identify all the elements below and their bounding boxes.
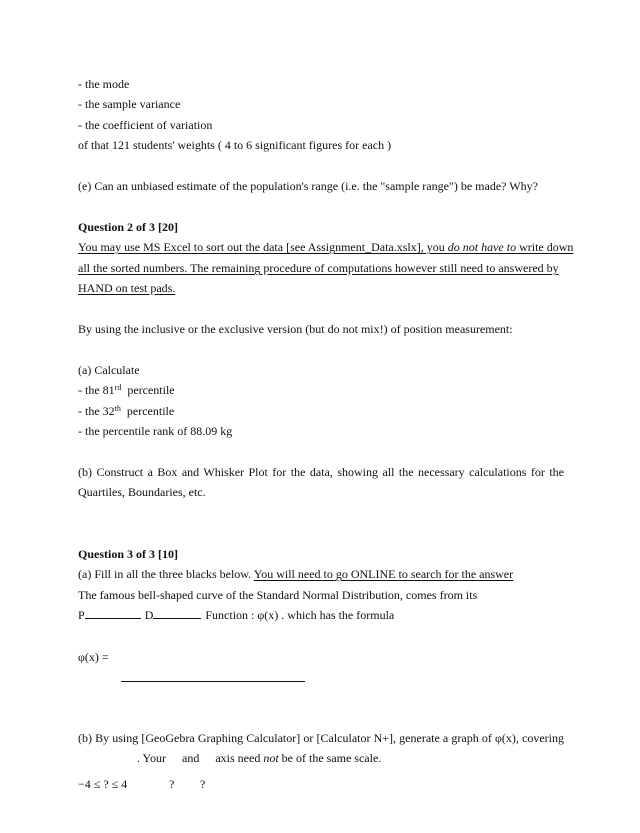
question-3b-line-1: (b) By using [GeoGebra Graphing Calculator] or [Calculator N+], generate a graph of φ(x), covering [78,731,564,745]
phi-formula-label: φ(x) = [78,650,109,664]
list-item-sample-variance: - the sample variance [78,97,181,111]
online-instruction: You will need to go ONLINE to search for the answer [253,567,514,581]
scale-text: be of the same scale. [278,751,382,765]
question-2-intro-line-3: HAND on test pads. [78,281,176,295]
blank-1[interactable] [85,617,141,619]
bell-curve-sentence: The famous bell-shaped curve of the Standard Normal Distribution, comes from its [78,588,478,602]
unknown-symbol-2: ? [200,777,206,791]
p81-superscript: rd [114,383,122,392]
p32-superscript: th [114,404,121,413]
question-3a-text: (a) Fill in all the three blacks below. [78,567,254,581]
question-3b-line-2 [137,750,381,766]
p81-text: - the 81 [78,383,115,397]
list-item-mode: - the mode [78,77,130,91]
question-2-heading: Question 2 of 3 [20] [78,220,178,234]
and-text: and [182,751,200,765]
question-2-intro-line-2: all the sorted numbers. The remaining procedure of computations however still need to answered by [78,261,559,275]
blank-2-initial: D [144,608,154,622]
axis-text: axis need [215,751,264,765]
intro-text: You may use MS Excel to sort out the data [see Assignment_Data.xslx], you [78,240,448,254]
question-2b-line-1: (b) Construct a Box and Whisker Plot for the data, showing all the necessary calculations for the [78,465,564,479]
question-2b-line-2: Quartiles, Boundaries, etc. [78,485,206,499]
list-item-81st-percentile [78,382,175,398]
intro-emphasis: do not have to [447,240,517,254]
p81-suffix: percentile [121,383,175,397]
function-text: Function : φ(x) . which has the formula [205,608,395,622]
fill-in-blanks-line [78,607,394,623]
blank-1-initial: P [78,608,85,622]
blank-2[interactable] [153,617,201,619]
list-item-coefficient-of-variation: - the coefficient of variation [78,118,213,132]
position-measurement-note: By using the inclusive or the exclusive version (but do not mix!) of position measurement: [78,322,513,336]
question-3-heading: Question 3 of 3 [10] [78,547,178,561]
question-1e: (e) Can an unbiased estimate of the population's range (i.e. the "sample range") be made? Why? [78,179,538,193]
list-item-32nd-percentile [78,403,174,419]
formula-answer-line[interactable] [121,681,305,682]
weights-note: of that 121 students' weights ( 4 to 6 significant figures for each ) [78,138,392,152]
question-2a-title: (a) Calculate [78,363,140,377]
list-item-percentile-rank: - the percentile rank of 88.09 kg [78,424,233,438]
question-2-intro-line-1 [78,239,573,255]
p32-suffix: percentile [120,404,175,418]
unknown-symbol-1: ? [169,777,175,791]
p32-text: - the 32 [78,404,115,418]
your-text: . Your [137,751,167,765]
not-emphasis: not [263,751,279,765]
intro-text-end: write down [516,240,574,254]
question-3a [78,566,513,582]
range-expression: −4 ≤ ? ≤ 4 [78,777,128,791]
